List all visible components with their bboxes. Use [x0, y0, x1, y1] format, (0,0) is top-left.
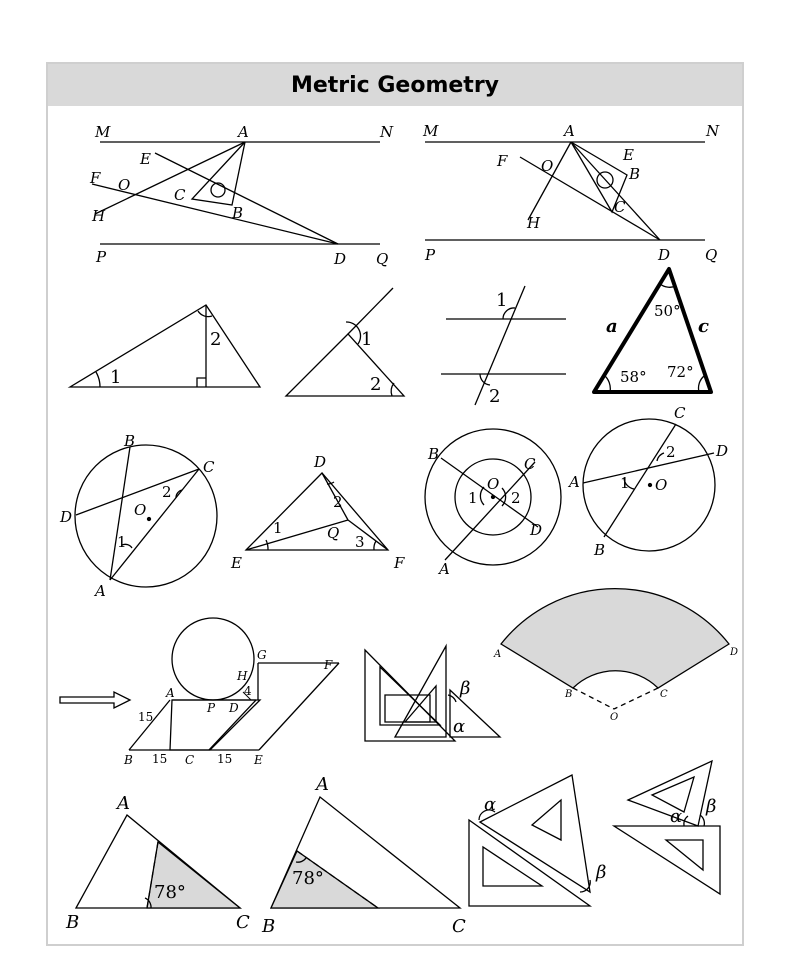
figure-label: 58°: [620, 368, 647, 386]
figure-label: B: [565, 689, 573, 700]
fig-triangle-def-labels: [230, 453, 405, 572]
figure-label: 2: [489, 386, 501, 407]
figure-label: G: [257, 648, 267, 662]
figure-label: F: [497, 152, 508, 170]
figure-label: N: [380, 123, 394, 141]
figure-label: A: [117, 793, 130, 814]
figure-label: 1: [273, 519, 283, 537]
fig-set-squares-1: [365, 646, 500, 741]
figure-label: P: [425, 246, 436, 264]
figure-label: O: [655, 476, 668, 494]
figure-label: 78°: [292, 868, 324, 889]
figure-label: B: [124, 432, 136, 450]
figure-label: C: [174, 186, 186, 204]
figure-label: H: [92, 207, 106, 225]
figure-label: a: [606, 316, 618, 337]
figure-label: P: [96, 248, 107, 266]
figure-label: H: [237, 669, 248, 683]
fig-right-triangle-altitude: [70, 305, 260, 387]
figure-label: D: [334, 250, 347, 268]
fig-shaded-triangle-right: [271, 797, 460, 908]
figure-label: 15: [138, 710, 154, 724]
figure-label: F: [90, 169, 101, 187]
figure-label: 1: [361, 329, 373, 350]
figure-label: B: [124, 753, 133, 767]
figure-label: c: [698, 316, 709, 337]
figure-label: O: [610, 712, 619, 723]
figure-label: 2: [162, 483, 172, 501]
fig-shaded-triangle-right-labels: [261, 774, 466, 937]
fig-parallel-lines-right: [425, 142, 705, 240]
figure-label: 2: [370, 374, 382, 395]
figure-label: 1: [110, 367, 122, 388]
figure-label: C: [236, 912, 250, 933]
figure-label: A: [569, 473, 580, 491]
figure-label: A: [494, 649, 502, 660]
fig-arrow: [60, 692, 130, 708]
figure-label: A: [316, 774, 329, 795]
figure-label: A: [439, 560, 450, 578]
figure-label: F: [324, 658, 333, 672]
figure-label: D: [60, 508, 73, 526]
figure-label: D: [730, 647, 739, 658]
figure-label: Q: [705, 246, 718, 264]
figure-label: Q: [376, 250, 389, 268]
figure-label: C: [203, 458, 215, 476]
fig-right-triangle-labels: [110, 329, 221, 388]
fig-circle-parallelograms: [129, 618, 339, 750]
fig-circle-parallelograms-labels: [123, 648, 333, 767]
figure-label: O: [134, 501, 147, 519]
figure-label: 2: [511, 489, 521, 507]
figure-label: α: [484, 794, 497, 815]
fig-exterior-angle-triangle: [286, 288, 404, 396]
figure-label: 1: [117, 533, 127, 551]
figure-label: Q: [327, 524, 340, 542]
fig-exterior-angle-labels: [361, 329, 381, 395]
figure-label: 15: [217, 752, 233, 766]
figure-label: B: [594, 541, 606, 559]
figure-label: 1: [620, 474, 630, 492]
fig-concentric-circles-labels: [427, 445, 542, 578]
figure-label: 50°: [654, 302, 681, 320]
figure-label: B: [262, 916, 276, 937]
figure-label: B: [232, 204, 244, 222]
figure-label: β: [596, 862, 607, 883]
figure-label: A: [564, 122, 575, 140]
figure-label: C: [185, 753, 195, 767]
fig-set-squares-2-labels: [484, 794, 606, 883]
page-title: Metric Geometry: [290, 72, 500, 98]
figure-label: E: [254, 753, 263, 767]
figure-label: F: [394, 554, 405, 572]
figure-label: 2: [333, 493, 343, 511]
figure-label: α: [670, 806, 683, 827]
figure-label: β: [460, 678, 471, 699]
fig-circle-two-chords: [583, 419, 715, 551]
figure-label: E: [231, 554, 242, 572]
fig-concentric-circles: [425, 429, 561, 565]
figure-label: 2: [666, 443, 676, 461]
figure-label: C: [524, 455, 536, 473]
figure-label: 3: [355, 533, 365, 551]
figure-label: O: [487, 475, 500, 493]
figure-label: 1: [496, 290, 508, 311]
figure-label: N: [706, 122, 720, 140]
figure-label: D: [314, 453, 327, 471]
figure-label: C: [614, 198, 626, 216]
fig-set-squares-3-labels: [670, 796, 716, 827]
figure-label: A: [166, 686, 175, 700]
figure-label: B: [629, 165, 641, 183]
figure-label: 15: [152, 752, 168, 766]
figure-label: β: [706, 796, 717, 817]
figure-label: A: [95, 582, 106, 600]
figure-label: 4: [244, 684, 252, 698]
figure-label: C: [674, 404, 686, 422]
figure-label: D: [716, 442, 729, 460]
fig-circle-chords-labels: [59, 432, 215, 600]
figure-label: C: [660, 689, 668, 700]
fig-parallel-lines-left: [92, 142, 380, 244]
figure-label: C: [452, 916, 466, 937]
figure-label: M: [95, 123, 111, 141]
figure-label: H: [527, 214, 541, 232]
figure-label: M: [423, 122, 439, 140]
figure-label: 78°: [154, 882, 186, 903]
figure-label: E: [623, 146, 634, 164]
figure-label: 72°: [667, 363, 694, 381]
figure-label: E: [140, 150, 151, 168]
figure-label: α: [453, 716, 466, 737]
figure-label: 2: [210, 329, 222, 350]
figure-label: B: [66, 912, 80, 933]
figure-label: P: [207, 701, 216, 715]
figure-label: A: [238, 123, 249, 141]
figure-label: D: [229, 701, 239, 715]
figure-label: D: [530, 521, 543, 539]
figure-label: 1: [468, 489, 478, 507]
fig-annulus-sector: [501, 589, 729, 709]
figure-label: O: [118, 176, 131, 194]
figure-label: O: [541, 157, 554, 175]
fig-triangle-def: [246, 473, 388, 550]
fig-set-squares-3: [614, 761, 720, 894]
figure-label: B: [428, 445, 440, 463]
figure-label: D: [658, 246, 671, 264]
